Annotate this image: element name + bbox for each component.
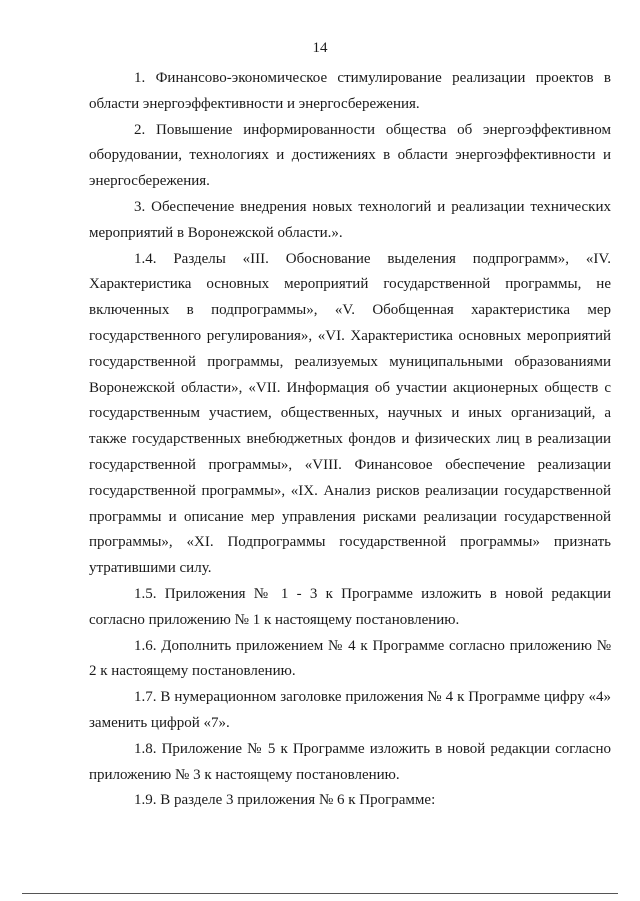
paragraph-1-7: 1.7. В нумерационном заголовке приложения № 4 к Программе цифру «4» заменить цифрой «7». bbox=[89, 689, 611, 731]
paragraph-goal-1: 1. Финансово-экономическое стимулирование реализации проектов в области энергоэффективности и энергосбережения. bbox=[89, 70, 611, 112]
paragraph-1-5: 1.5. Приложения № 1 - 3 к Программе изложить в новой редакции согласно приложению № 1 к настоящему постановлению. bbox=[89, 585, 611, 628]
page-number: 14 bbox=[312, 40, 328, 56]
paragraph-goal-3: 3. Обеспечение внедрения новых технологий и реализации технических мероприятий в Воронежской области.». bbox=[89, 198, 611, 241]
page-bottom-rule bbox=[22, 893, 618, 894]
paragraph-1-6: 1.6. Дополнить приложением № 4 к Программе согласно приложению № 2 к настоящему постановлению. bbox=[89, 637, 611, 680]
document-body bbox=[89, 66, 611, 814]
paragraph-1-8: 1.8. Приложение № 5 к Программе изложить в новой редакции согласно приложению № 3 к настоящему постановлению. bbox=[89, 740, 611, 783]
paragraph-1-9: 1.9. В разделе 3 приложения № 6 к Программе: bbox=[134, 792, 436, 809]
paragraph-1-4: 1.4. Разделы «III. Обоснование выделения подпрограмм», «IV. Характеристика основных мероприятий государственной программы, не включенных в подпрограммы», «V. Обобщенная характеристика мер государственного регулирования», «VI. Характеристика основных мероприятий государственной программы, реализуемых муниципальными образованиями Воронежской области», «VII. Информация об участии акционерных обществ с государственным участием, общественных, научных и иных организаций, а также государственных внебюджетных фондов и физических лиц в реализации государственной программы», «VIII. Финансовое обеспечение реализации государственной программы», «IX. Анализ рисков реализации государственной программы и описание мер управления рисками реализации государственной программы», «XI. Подпрограммы государственной программы» признать утратившими силу. bbox=[89, 250, 611, 577]
paragraph-goal-2: 2. Повышение информированности общества об энергоэффективном оборудовании, технологиях и достижениях в области энергоэффективности и энергосбережения. bbox=[89, 121, 611, 190]
